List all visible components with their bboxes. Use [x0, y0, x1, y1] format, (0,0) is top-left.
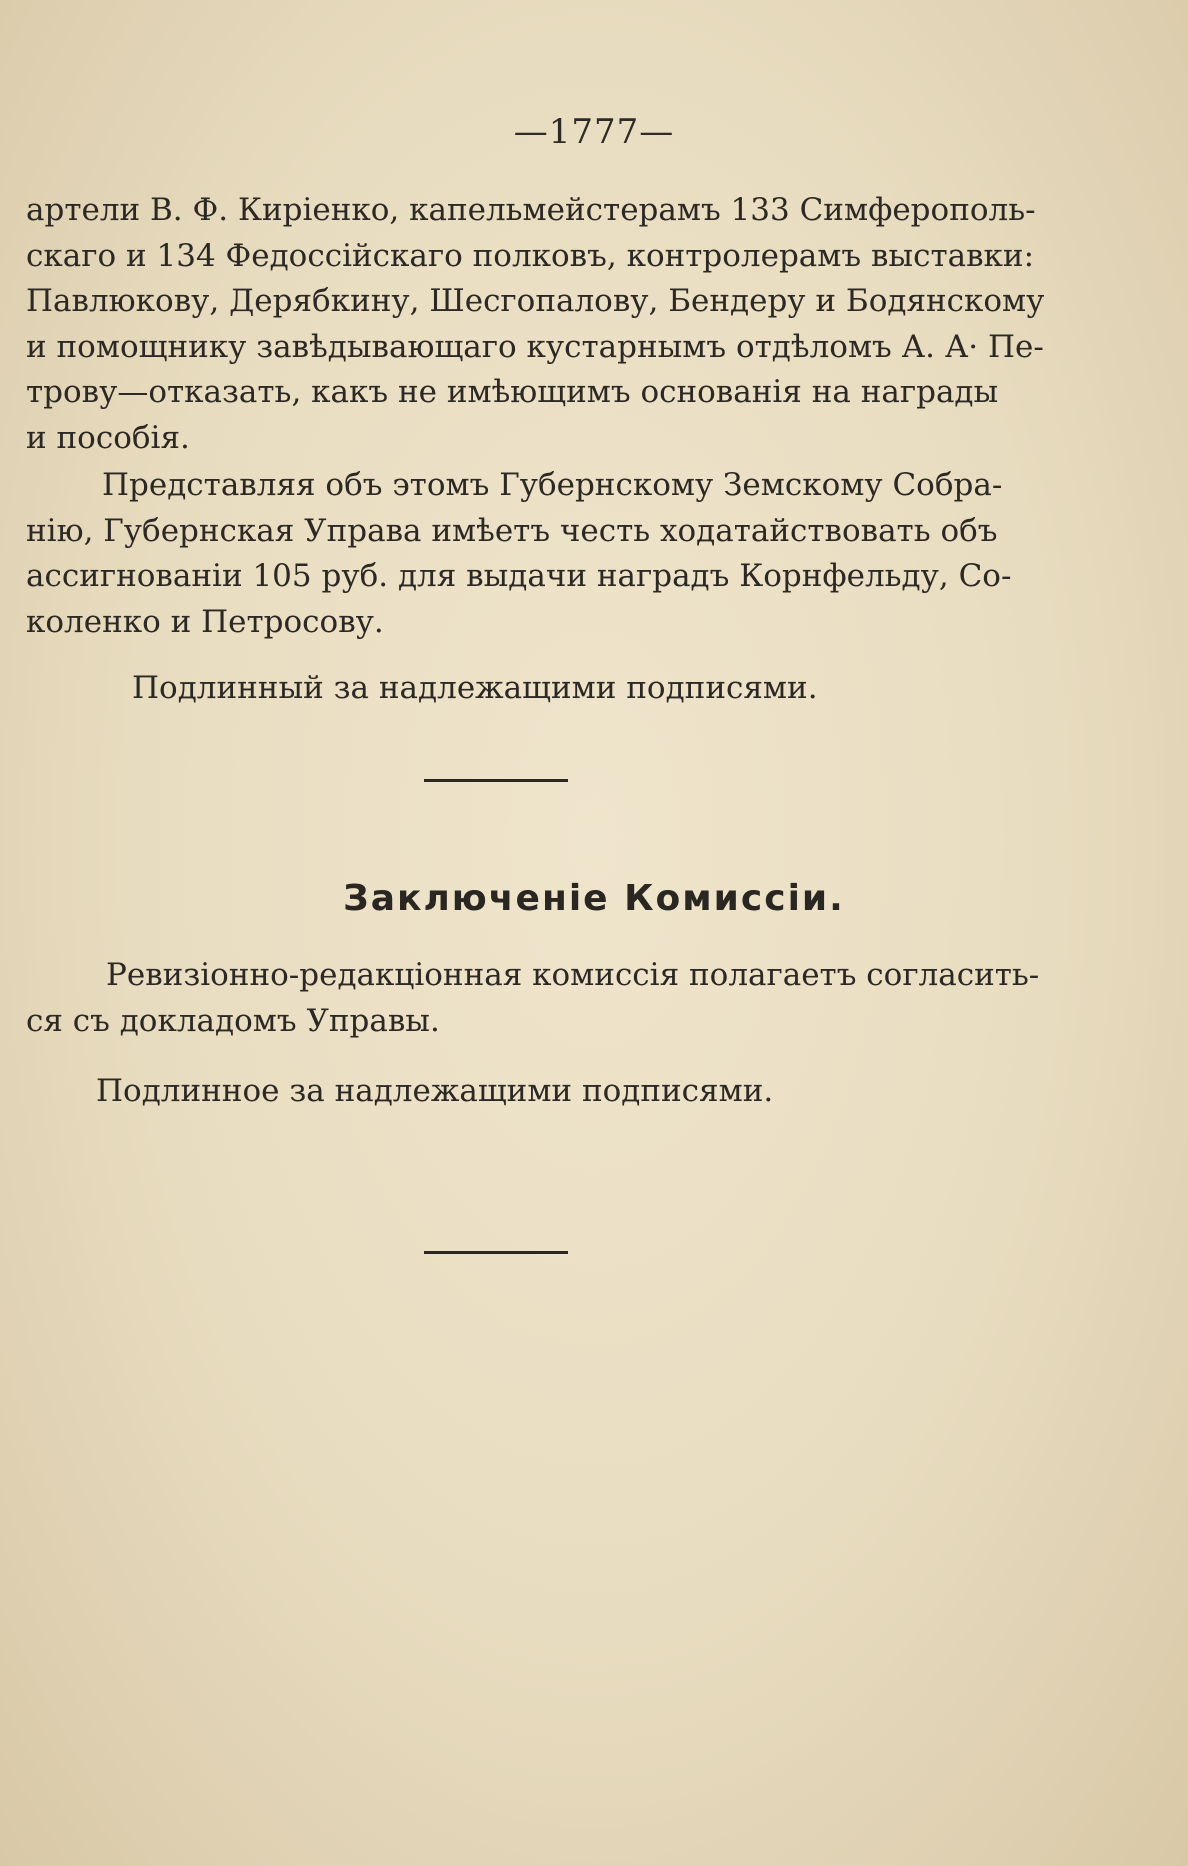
text-line: артели В. Ф. Киріенко, капельмейстерамъ 133 Симферополь-	[26, 192, 1036, 228]
text-line: скаго и 134 Федоссійскаго полковъ, контролерамъ выставки:	[26, 237, 1035, 274]
text-line: и пособія.	[26, 419, 190, 456]
paragraph-third	[26, 953, 1040, 1044]
text-line: ассигнованіи 105 руб. для выдачи наградъ Корнфельду, Со-	[26, 558, 1012, 594]
text-line	[26, 463, 1003, 509]
section-title: Заключеніе Комиссіи.	[343, 878, 845, 919]
text-line: трову—отказать, какъ не имѣющимъ основанія на награды	[26, 374, 999, 410]
paragraph-second	[26, 463, 1012, 645]
text-line: коленко и Петросову.	[26, 603, 384, 640]
text-line: ся съ докладомъ Управы.	[26, 1002, 440, 1039]
text-line	[26, 953, 1040, 999]
text-line: Павлюкову, Дерябкину, Шесгопалову, Бендеру и Бодянскому	[26, 283, 1045, 319]
section-divider	[424, 779, 568, 782]
text-line: нію, Губернская Управа имѣетъ честь ходатайствовать объ	[26, 512, 998, 549]
paragraph-first	[26, 188, 1045, 461]
text-line: и помощнику завѣдывающаго кустарнымъ отдѣломъ А. А· Пе-	[26, 328, 1044, 365]
signature-note-2: Подлинное за надлежащими подписями.	[96, 1073, 774, 1109]
signature-note-1: Подлинный за надлежащими подписями.	[132, 670, 818, 706]
section-divider	[424, 1251, 568, 1254]
page-number: —1777—	[513, 112, 675, 152]
text-line-content: Ревизіонно-редакціонная комиссія полагаетъ согласить-	[106, 957, 1040, 993]
text-line-content: Представляя объ этомъ Губернскому Земскому Собра-	[102, 467, 1003, 503]
